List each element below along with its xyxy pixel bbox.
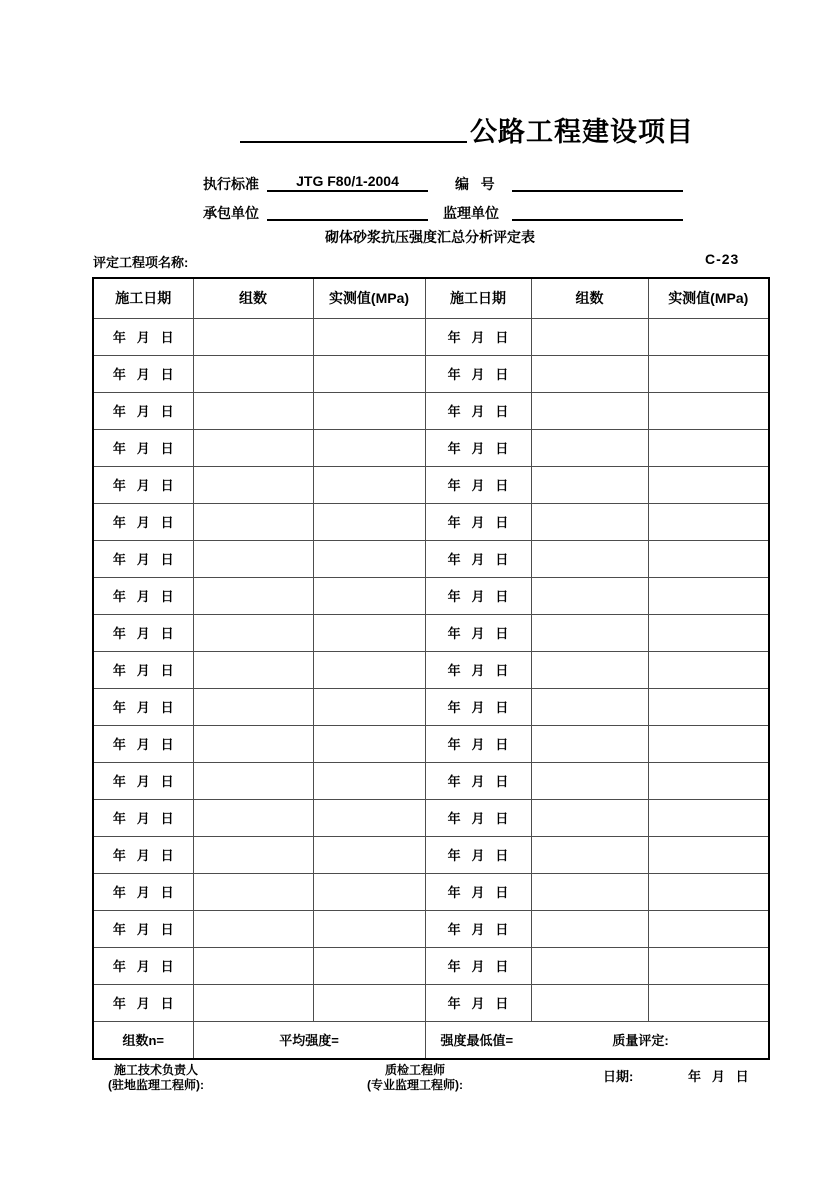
empty-value-cell: [531, 503, 648, 540]
empty-value-cell: [193, 577, 313, 614]
table-body: [93, 318, 769, 1021]
empty-value-cell: [313, 429, 425, 466]
empty-value-cell: [313, 688, 425, 725]
table-row: [93, 318, 769, 355]
date-cell: 年 月 日: [93, 984, 193, 1021]
standard-value-line: JTG F80/1-2004: [267, 172, 428, 192]
table-row: [93, 540, 769, 577]
empty-value-cell: [193, 466, 313, 503]
form-subtitle: 砌体砂浆抗压强度汇总分析评定表: [325, 229, 535, 245]
empty-value-cell: [193, 429, 313, 466]
empty-value-cell: [648, 762, 769, 799]
empty-value-cell: [193, 799, 313, 836]
empty-value-cell: [648, 947, 769, 984]
table-row: [93, 614, 769, 651]
empty-value-cell: [531, 688, 648, 725]
empty-value-cell: [531, 910, 648, 947]
date-cell: 年 月 日: [93, 688, 193, 725]
empty-value-cell: [313, 503, 425, 540]
empty-value-cell: [313, 577, 425, 614]
supervisor-label: 监理单位: [443, 205, 499, 221]
date-cell: 年 月 日: [425, 984, 531, 1021]
date-cell: 年 月 日: [93, 503, 193, 540]
summary-min-quality-cell: [425, 1021, 769, 1059]
date-label: 日期:: [603, 1069, 634, 1084]
header-measured-value: 实测值(MPa): [313, 278, 425, 318]
quality-inspector-signer: [330, 1063, 500, 1093]
empty-value-cell: [648, 392, 769, 429]
table-row: [93, 762, 769, 799]
date-cell: 年 月 日: [93, 540, 193, 577]
empty-value-cell: [531, 836, 648, 873]
date-cell: 年 月 日: [93, 910, 193, 947]
date-cell: 年 月 日: [425, 540, 531, 577]
empty-value-cell: [648, 799, 769, 836]
empty-value-cell: [313, 947, 425, 984]
empty-value-cell: [531, 725, 648, 762]
table-row: [93, 466, 769, 503]
empty-value-cell: [531, 984, 648, 1021]
empty-value-cell: [531, 947, 648, 984]
date-cell: 年 月 日: [425, 799, 531, 836]
empty-value-cell: [313, 984, 425, 1021]
date-cell: 年 月 日: [93, 429, 193, 466]
contractor-value-line: [267, 201, 428, 221]
contractor-label: 承包单位: [203, 205, 259, 221]
empty-value-cell: [648, 688, 769, 725]
date-cell: 年 月 日: [425, 651, 531, 688]
table-header-row: [93, 278, 769, 318]
empty-value-cell: [531, 577, 648, 614]
empty-value-cell: [193, 540, 313, 577]
title-blank-line: [240, 113, 467, 143]
empty-value-cell: [531, 429, 648, 466]
date-cell: 年 月 日: [425, 762, 531, 799]
empty-value-cell: [648, 466, 769, 503]
date-cell: 年 月 日: [93, 725, 193, 762]
table-row: [93, 984, 769, 1021]
date-cell: 年 月 日: [93, 947, 193, 984]
empty-value-cell: [193, 503, 313, 540]
header-group-count: 组数: [193, 278, 313, 318]
empty-value-cell: [193, 984, 313, 1021]
empty-value-cell: [531, 651, 648, 688]
date-cell: 年 月 日: [93, 466, 193, 503]
date-cell: 年 月 日: [425, 614, 531, 651]
number-value-line: [512, 172, 683, 192]
table-row: [93, 799, 769, 836]
empty-value-cell: [193, 688, 313, 725]
project-name-label: 评定工程项名称:: [93, 255, 189, 270]
table-row: [93, 873, 769, 910]
empty-value-cell: [313, 873, 425, 910]
header-measured-value: 实测值(MPa): [648, 278, 769, 318]
construction-tech-signer: [90, 1063, 222, 1093]
table-row: [93, 651, 769, 688]
date-cell: 年 月 日: [425, 836, 531, 873]
date-cell: 年 月 日: [93, 614, 193, 651]
empty-value-cell: [313, 910, 425, 947]
empty-value-cell: [313, 540, 425, 577]
empty-value-cell: [313, 725, 425, 762]
empty-value-cell: [193, 910, 313, 947]
date-cell: 年 月 日: [425, 910, 531, 947]
date-cell: 年 月 日: [425, 429, 531, 466]
signer2-title: 质检工程师: [384, 1063, 445, 1077]
date-cell: 年 月 日: [425, 503, 531, 540]
table-row: [93, 355, 769, 392]
empty-value-cell: [313, 355, 425, 392]
table-row: [93, 392, 769, 429]
header-construction-date: 施工日期: [425, 278, 531, 318]
table-row: [93, 910, 769, 947]
empty-value-cell: [193, 762, 313, 799]
table-row: [93, 503, 769, 540]
empty-value-cell: [193, 651, 313, 688]
date-cell: 年 月 日: [93, 577, 193, 614]
empty-value-cell: [531, 540, 648, 577]
empty-value-cell: [193, 614, 313, 651]
date-cell: 年 月 日: [425, 873, 531, 910]
empty-value-cell: [648, 577, 769, 614]
empty-value-cell: [313, 614, 425, 651]
empty-value-cell: [648, 910, 769, 947]
empty-value-cell: [313, 836, 425, 873]
empty-value-cell: [193, 836, 313, 873]
date-placeholder: 年 月 日: [688, 1069, 749, 1084]
empty-value-cell: [193, 392, 313, 429]
date-cell: 年 月 日: [93, 392, 193, 429]
summary-groups-cell: 组数n=: [93, 1021, 193, 1059]
empty-value-cell: [313, 466, 425, 503]
date-cell: 年 月 日: [425, 577, 531, 614]
date-cell: 年 月 日: [425, 947, 531, 984]
empty-value-cell: [313, 318, 425, 355]
empty-value-cell: [531, 799, 648, 836]
empty-value-cell: [531, 392, 648, 429]
table-row: [93, 688, 769, 725]
empty-value-cell: [648, 725, 769, 762]
header-construction-date: 施工日期: [93, 278, 193, 318]
empty-value-cell: [648, 503, 769, 540]
page-title: 公路工程建设项目: [470, 117, 694, 147]
date-cell: 年 月 日: [93, 873, 193, 910]
empty-value-cell: [193, 947, 313, 984]
empty-value-cell: [648, 614, 769, 651]
header-group-count: 组数: [531, 278, 648, 318]
table-row: [93, 577, 769, 614]
table-row: [93, 836, 769, 873]
min-strength-label: 强度最低值=: [440, 1033, 514, 1049]
empty-value-cell: [193, 318, 313, 355]
empty-value-cell: [648, 873, 769, 910]
empty-value-cell: [648, 429, 769, 466]
empty-value-cell: [193, 725, 313, 762]
summary-average-cell: 平均强度=: [193, 1021, 425, 1059]
signer2-subtitle: (专业监理工程师):: [367, 1078, 463, 1092]
date-cell: 年 月 日: [93, 355, 193, 392]
quality-rating-label: 质量评定:: [612, 1033, 669, 1049]
date-cell: 年 月 日: [425, 392, 531, 429]
empty-value-cell: [313, 392, 425, 429]
table-row: [93, 947, 769, 984]
empty-value-cell: [648, 355, 769, 392]
date-cell: 年 月 日: [425, 355, 531, 392]
table-row: [93, 725, 769, 762]
empty-value-cell: [648, 836, 769, 873]
empty-value-cell: [648, 540, 769, 577]
empty-value-cell: [313, 762, 425, 799]
empty-value-cell: [313, 651, 425, 688]
summary-row: [93, 1021, 769, 1059]
strength-summary-table: [92, 277, 770, 1060]
empty-value-cell: [531, 762, 648, 799]
date-cell: 年 月 日: [93, 318, 193, 355]
number-label: 编 号: [455, 176, 495, 192]
form-code: C-23: [705, 251, 740, 267]
empty-value-cell: [648, 651, 769, 688]
date-cell: 年 月 日: [93, 651, 193, 688]
supervisor-value-line: [512, 201, 683, 221]
date-cell: 年 月 日: [93, 762, 193, 799]
standard-label: 执行标准: [203, 176, 259, 192]
date-cell: 年 月 日: [425, 725, 531, 762]
empty-value-cell: [531, 355, 648, 392]
empty-value-cell: [531, 614, 648, 651]
table-row: [93, 429, 769, 466]
empty-value-cell: [193, 355, 313, 392]
date-cell: 年 月 日: [93, 836, 193, 873]
empty-value-cell: [648, 984, 769, 1021]
date-cell: 年 月 日: [425, 688, 531, 725]
date-cell: 年 月 日: [425, 466, 531, 503]
empty-value-cell: [193, 873, 313, 910]
empty-value-cell: [531, 318, 648, 355]
date-cell: 年 月 日: [425, 318, 531, 355]
signer1-title: 施工技术负责人: [113, 1063, 198, 1077]
empty-value-cell: [313, 799, 425, 836]
empty-value-cell: [648, 318, 769, 355]
date-cell: 年 月 日: [93, 799, 193, 836]
empty-value-cell: [531, 873, 648, 910]
empty-value-cell: [531, 466, 648, 503]
signer1-subtitle: (驻地监理工程师):: [108, 1078, 204, 1092]
